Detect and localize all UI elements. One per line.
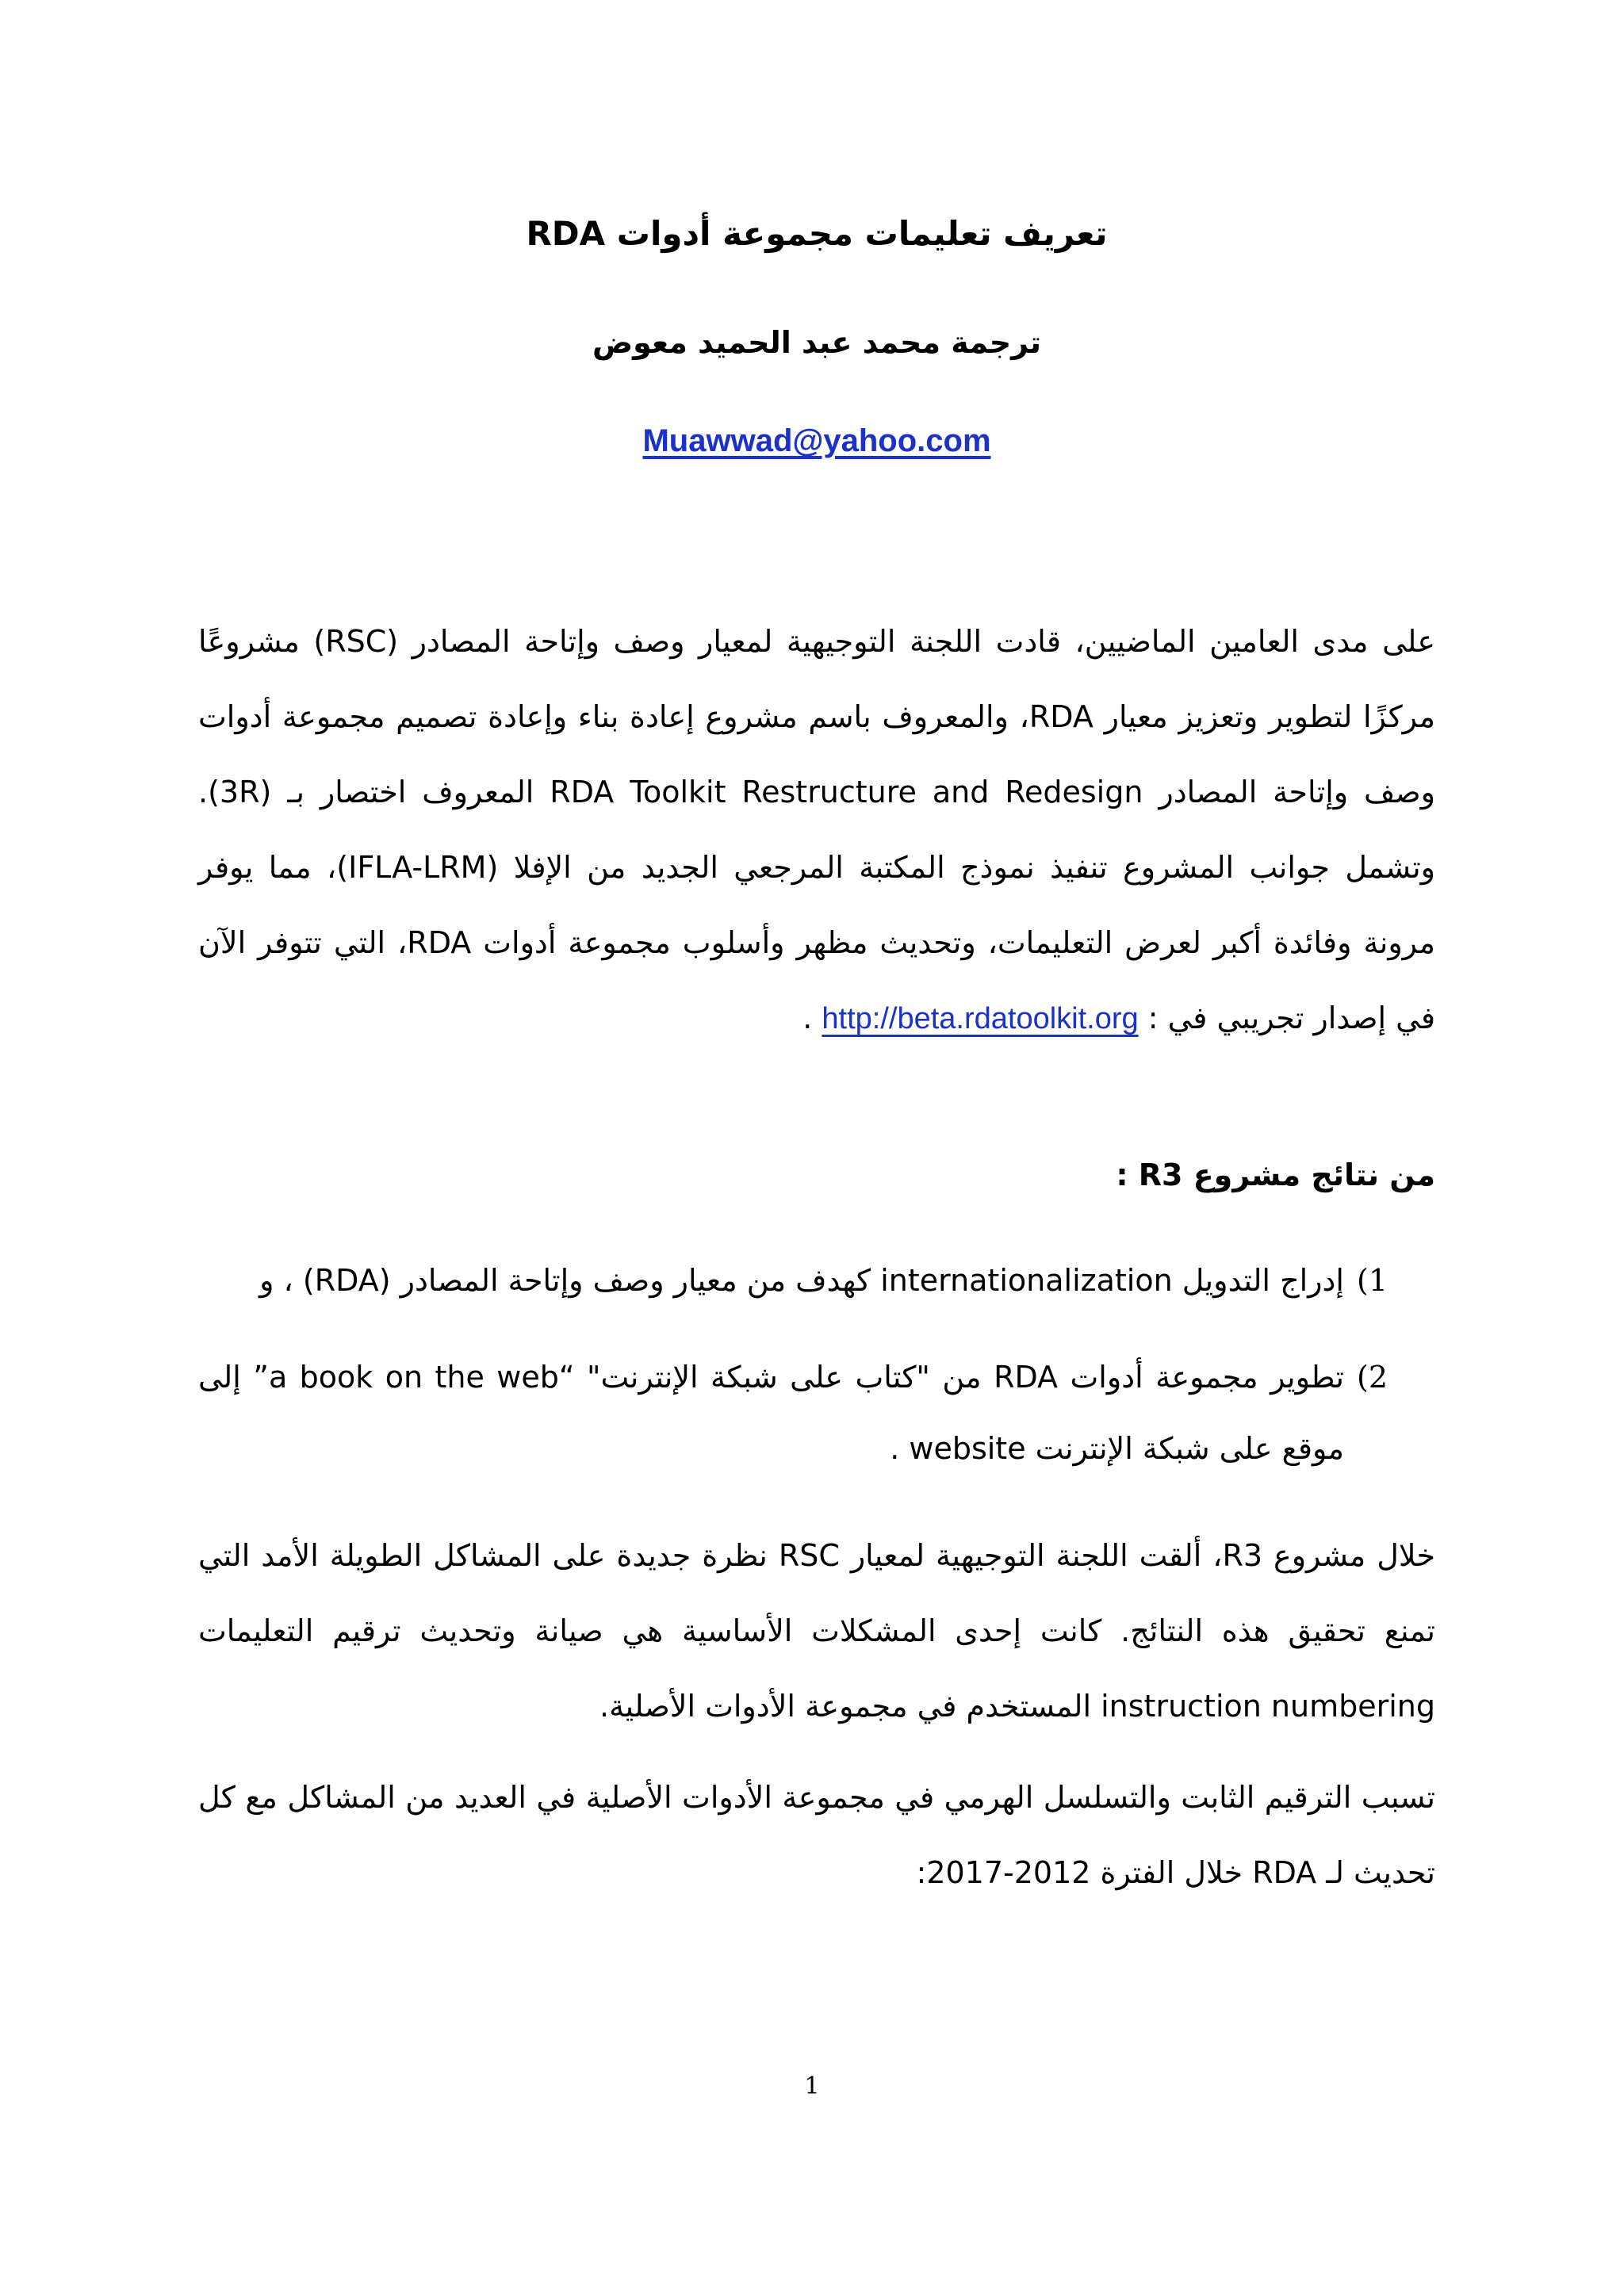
document-title: تعريف تعليمات مجموعة أدوات RDA <box>526 214 1108 253</box>
numbering-paragraph: تسبب الترقيم الثابت والتسلسل الهرمي في مجموعة الأدوات الأصلية في العديد من المشاكل مع كل تحديث لـ RDA خلال الفترة 2012-2017: <box>198 1780 1435 1890</box>
rda-toolkit-link[interactable]: http://beta.rdatoolkit.org <box>822 1002 1139 1035</box>
list-item-number: 1) <box>1356 1263 1388 1298</box>
intro-paragraph-text: على مدى العامين الماضيين، قادت اللجنة التوجيهية لمعيار وصف وإتاحة المصادر (RSC) مشروعًا مركزًا لتطوير وتعزيز معيار RDA، والمعروف باسم مشروع إعادة بناء وإعادة تصميم مجموعة أدوات وصف وإتاحة المصادر RDA Toolkit Restructure and Redesign المعروف اختصار بـ (3R). وتشمل جوانب المشروع تنفيذ نموذج المكتبة المرجعي الجديد من الإفلا (IFLA-LRM)، مما يوفر مرونة وفائدة أكبر لعرض التعليمات، وتحديث مظهر وأسلوب مجموعة أدوات RDA، التي تتوفر الآن في إصدار تجريبي في : <box>198 624 1436 1035</box>
list-item-text: إدراج التدويل internationalization كهدف من معيار وصف وإتاحة المصادر (RDA) ، و <box>259 1263 1344 1298</box>
results-list <box>198 1245 1388 1510</box>
email-line <box>198 419 1435 463</box>
list-item <box>198 1341 1388 1484</box>
list-item <box>198 1245 1388 1316</box>
email-link[interactable]: Muawwad@yahoo.com <box>642 423 991 458</box>
results-heading: من نتائج مشروع R3 : <box>1116 1158 1435 1192</box>
translator-line: ترجمة محمد عبد الحميد معوض <box>592 325 1042 360</box>
page-number: 1 <box>804 2072 820 2100</box>
list-item-number: 2) <box>1356 1360 1388 1395</box>
intro-paragraph-end: . <box>802 1001 813 1035</box>
list-item-text: تطوير مجموعة أدوات RDA من "كتاب على شبكة الإنترنت" “a book on the web” إلى موقع على شبكة الإنترنت website . <box>198 1360 1344 1466</box>
problems-paragraph: خلال مشروع R3، ألقت اللجنة التوجيهية لمعيار RSC نظرة جديدة على المشاكل الطويلة الأمد التي تمنع تحقيق هذه النتائج. كانت إحدى المشكلات الأساسية هي صيانة وتحديث ترقيم التعليمات instruction numbering المستخدم في مجموعة الأدوات الأصلية. <box>198 1538 1435 1724</box>
intro-paragraph <box>198 604 1435 1057</box>
